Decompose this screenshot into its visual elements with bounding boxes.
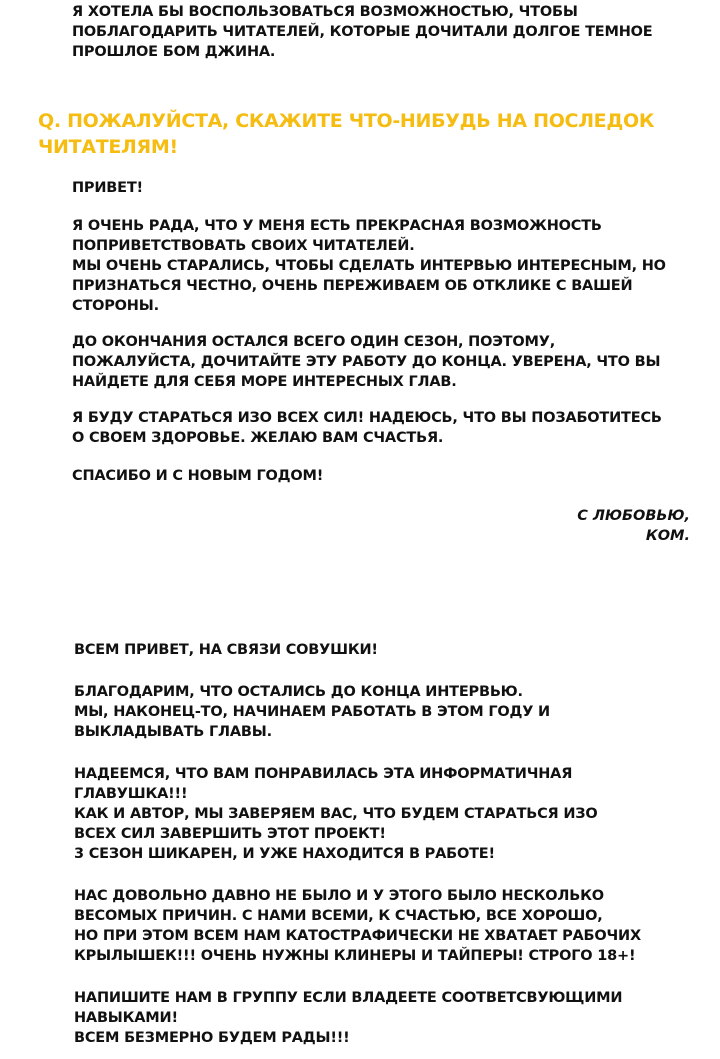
author-answer-p2-wrap [72,332,720,392]
translators-section [74,640,720,660]
author-answer-p4-wrap [72,466,720,486]
author-signature: С ЛЮБОВЬЮ, КОМ. [577,508,690,544]
intro-section [72,2,720,62]
question-heading: Q. ПОЖАЛУЙСТА, СКАЖИТЕ ЧТО-НИБУДЬ НА ПОСЛЕДОК ЧИТАТЕЛЯМ! [38,110,655,158]
author-answer-p3-wrap [72,408,720,448]
translators-paragraph-3: НАС ДОВОЛЬНО ДАВНО НЕ БЫЛО И У ЭТОГО БЫЛО НЕСКОЛЬКО ВЕСОМЫХ ПРИЧИН. С НАМИ ВСЕМИ, К СЧАСТЬЮ, ВСЕ ХОРОШО, НО ПРИ ЭТОМ ВСЕМ НАМ КАТОСТРАФИЧЕСКИ НЕ ХВАТАЕТ РАБОЧИХ КРЫЛЫШЕК!!! ОЧЕНЬ НУЖНЫ КЛИНЕРЫ И ТАЙПЕРЫ! СТРОГО 18+! [74,888,641,964]
translators-paragraph-4: НАПИШИТЕ НАМ В ГРУППУ ЕСЛИ ВЛАДЕЕТЕ СООТВЕТСВУЮЩИМИ НАВЫКАМИ! ВСЕМ БЕЗМЕРНО БУДЕМ РАДЫ!!! [74,990,623,1046]
intro-paragraph: Я ХОТЕЛА БЫ ВОСПОЛЬЗОВАТЬСЯ ВОЗМОЖНОСТЬЮ, ЧТОБЫ ПОБЛАГОДАРИТЬ ЧИТАТЕЛЕЙ, КОТОРЫЕ ДОЧИТАЛИ ДОЛГОЕ ТЕМНОЕ ПРОШЛОЕ БОМ ДЖИНА. [72,4,653,60]
answer-paragraph-1: Я ОЧЕНЬ РАДА, ЧТО У МЕНЯ ЕСТЬ ПРЕКРАСНАЯ ВОЗМОЖНОСТЬ ПОПРИВЕТСТВОВАТЬ СВОИХ ЧИТАТЕЛЕЙ. МЫ ОЧЕНЬ СТАРАЛИСЬ, ЧТОБЫ СДЕЛАТЬ ИНТЕРВЬЮ ИНТЕРЕСНЫМ, НО ПРИЗНАТЬСЯ ЧЕСТНО, ОЧЕНЬ ПЕРЕЖИВАЕМ ОБ ОТКЛИКЕ С ВАШЕЙ СТОРОНЫ. [72,218,666,314]
translators-hello: ВСЕМ ПРИВЕТ, НА СВЯЗИ СОВУШКИ! [74,642,378,658]
translators-p1-wrap [74,682,720,742]
translators-paragraph-1: БЛАГОДАРИМ, ЧТО ОСТАЛИСЬ ДО КОНЦА ИНТЕРВЬЮ. МЫ, НАКОНЕЦ-ТО, НАЧИНАЕМ РАБОТАТЬ В ЭТОМ ГОДУ И ВЫКЛАДЫВАТЬ ГЛАВЫ. [74,684,550,740]
answer-greeting: ПРИВЕТ! [72,180,143,196]
translators-p2-wrap [74,764,720,864]
answer-paragraph-3: Я БУДУ СТАРАТЬСЯ ИЗО ВСЕХ СИЛ! НАДЕЮСЬ, ЧТО ВЫ ПОЗАБОТИТЕСЬ О СВОЕМ ЗДОРОВЬЕ. ЖЕЛАЮ ВАМ СЧАСТЬЯ. [72,410,662,446]
answer-paragraph-4: СПАСИБО И С НОВЫМ ГОДОМ! [72,468,324,484]
translators-paragraph-2: НАДЕЕМСЯ, ЧТО ВАМ ПОНРАВИЛАСЬ ЭТА ИНФОРМАТИЧНАЯ ГЛАВУШКА!!! КАК И АВТОР, МЫ ЗАВЕРЯЕМ ВАС, ЧТО БУДЕМ СТАРАТЬСЯ ИЗО ВСЕХ СИЛ ЗАВЕРШИТЬ ЭТОТ ПРОЕКТ! 3 СЕЗОН ШИКАРЕН, И УЖЕ НАХОДИТСЯ В РАБОТЕ! [74,766,598,862]
author-answer-p1-wrap [72,216,720,316]
translators-p3-wrap [74,886,720,966]
answer-paragraph-2: ДО ОКОНЧАНИЯ ОСТАЛСЯ ВСЕГО ОДИН СЕЗОН, ПОЭТОМУ, ПОЖАЛУЙСТА, ДОЧИТАЙТЕ ЭТУ РАБОТУ ДО КОНЦА. УВЕРЕНА, ЧТО ВЫ НАЙДЕТЕ ДЛЯ СЕБЯ МОРЕ ИНТЕРЕСНЫХ ГЛАВ. [72,334,661,390]
author-answer [72,178,720,198]
translators-p4-wrap [74,988,720,1048]
